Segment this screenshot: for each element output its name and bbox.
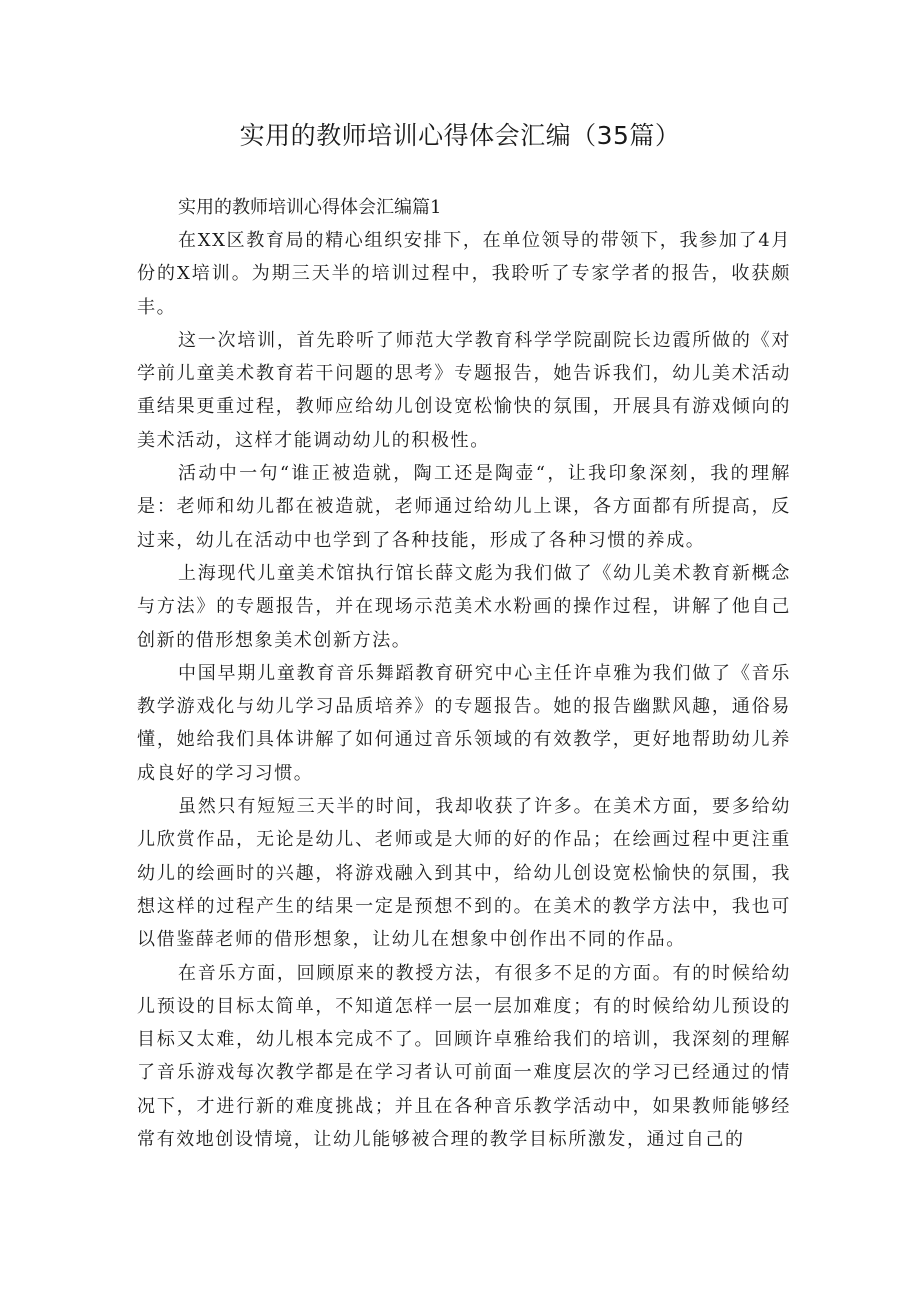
paragraph-7: 在音乐方面，回顾原来的教授方法，有很多不足的方面。有的时候给幼儿预设的目标太简单，不知道怎样一层一层加难度；有的时候给幼儿预设的目标又太难，幼儿根本完成不了。回顾许卓雅给我们的培训，我深刻的理解了音乐游戏每次教学都是在学习者认可前面一难度层次的学习已经通过的情况下，才进行新的难度挑战；并且在各种音乐教学活动中，如果教师能够经常有效地创设情境，让幼儿能够被合理的教学目标所激发，通过自己的 [137,962,791,1151]
paragraph-3: 活动中一句“谁正被造就，陶工还是陶壶“，让我印象深刻，我的理解是：老师和幼儿都在被造就，老师通过给幼儿上课，各方面都有所提高，反过来，幼儿在活动中也学到了各种技能，形成了各种习惯的养成。 [137,463,791,551]
section-heading: 实用的教师培训心得体会汇编篇1 [178,197,442,218]
paragraph-1: 在XX区教育局的精心组织安排下，在单位领导的带领下，我参加了4月份的X培训。为期三天半的培训过程中，我聆听了专家学者的报告，收获颇丰。 [137,230,791,318]
paragraph-6: 虽然只有短短三天半的时间，我却收获了许多。在美术方面，要多给幼儿欣赏作品，无论是幼儿、老师或是大师的好的作品；在绘画过程中更注重幼儿的绘画时的兴趣，将游戏融入到其中，给幼儿创设宽松愉快的氛围，我想这样的过程产生的结果一定是预想不到的。在美术的教学方法中，我也可以借鉴薛老师的借形想象，让幼儿在想象中创作出不同的作品。 [137,796,791,951]
paragraph-4: 上海现代儿童美术馆执行馆长薛文彪为我们做了《幼儿美术教育新概念与方法》的专题报告，并在现场示范美术水粉画的操作过程，讲解了他自己创新的借形想象美术创新方法。 [137,562,791,651]
paragraph-2: 这一次培训，首先聆听了师范大学教育科学学院副院长边霞所做的《对学前儿童美术教育若干问题的思考》专题报告，她告诉我们，幼儿美术活动重结果更重过程，教师应给幼儿创设宽松愉快的氛围，开展具有游戏倾向的美术活动，这样才能调动幼儿的积极性。 [137,329,791,451]
paragraph-5: 中国早期儿童教育音乐舞蹈教育研究中心主任许卓雅为我们做了《音乐教学游戏化与幼儿学习品质培养》的专题报告。她的报告幽默风趣，通俗易懂，她给我们具体讲解了如何通过音乐领域的有效教学，更好地帮助幼儿养成良好的学习习惯。 [137,662,791,784]
document-title: 实用的教师培训心得体会汇编（35篇） [239,121,681,150]
document-body [137,192,791,1156]
